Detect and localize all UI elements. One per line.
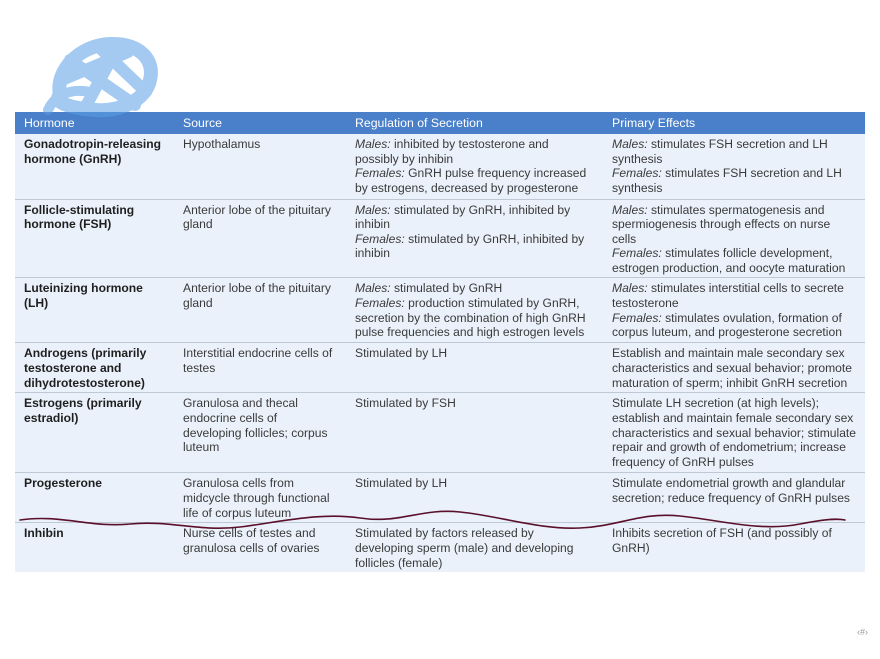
regulation-cell: Stimulated by factors released by developing sperm (male) and developing follicles (female) (346, 523, 603, 572)
header-regulation: Regulation of Secretion (346, 112, 603, 134)
effects-female: Females: stimulates follicle development, estrogen production, and oocyte maturation (612, 246, 846, 275)
hormone-cell: Inhibin (15, 523, 174, 572)
header-effects: Primary Effects (603, 112, 865, 134)
effects-cell: Stimulate LH secretion (at high levels); establish and maintain female secondary sex characteristics and sexual behavior; stimulate repair and growth of endometrium; increase frequency of GnRH pulses (603, 393, 865, 473)
effects-cell: Stimulate endometrial growth and glandular secretion; reduce frequency of GnRH pulses (603, 473, 865, 523)
source-cell: Granulosa cells from midcycle through functional life of corpus luteum (174, 473, 346, 523)
effects-male: Males: stimulates interstitial cells to secrete testosterone (612, 281, 844, 311)
header-source: Source (174, 112, 346, 134)
hormone-cell: Progesterone (15, 473, 174, 523)
regulation-female: Females: production stimulated by GnRH, secretion by the combination of high GnRH pulse frequencies and high estrogen levels (355, 296, 586, 340)
effects-cell (603, 278, 865, 343)
effects-cell: Inhibits secretion of FSH (and possibly of GnRH) (603, 523, 865, 572)
effects-cell: Establish and maintain male secondary sex characteristics and sexual behavior; promote maturation of sperm; inhibit GnRH secretion (603, 343, 865, 393)
table-row (15, 473, 865, 523)
regulation-cell (346, 199, 603, 278)
blue-highlighter-scribble (48, 44, 151, 110)
regulation-cell (346, 134, 603, 199)
source-cell: Anterior lobe of the pituitary gland (174, 278, 346, 343)
effects-male: Males: stimulates FSH secretion and LH synthesis (612, 137, 828, 166)
source-cell: Hypothalamus (174, 134, 346, 199)
effects-cell (603, 134, 865, 199)
source-cell: Granulosa and thecal endocrine cells of developing follicles; corpus luteum (174, 393, 346, 473)
source-cell: Anterior lobe of the pituitary gland (174, 199, 346, 278)
table-row (15, 278, 865, 343)
effects-female: Females: stimulates ovulation, formation of corpus luteum, and progesterone secretion (612, 310, 842, 340)
hormone-table (15, 112, 865, 572)
regulation-male: Males: stimulated by GnRH, inhibited by inhibin (355, 202, 571, 232)
regulation-female: Females: GnRH pulse frequency increased by estrogens, decreased by progesterone (355, 166, 587, 195)
regulation-female: Females: stimulated by GnRH, inhibited by inhibin (355, 231, 585, 261)
header-hormone: Hormone (15, 112, 174, 134)
table-row (15, 393, 865, 473)
effects-female: Females: stimulates FSH secretion and LH synthesis (612, 166, 842, 195)
effects-male: Males: stimulates spermatogenesis and spermiogenesis through effects on nurse cells (612, 202, 831, 246)
table-row (15, 523, 865, 572)
regulation-male: Males: stimulated by GnRH (355, 281, 503, 296)
table-row (15, 343, 865, 393)
regulation-male: Males: inhibited by testosterone and possibly by inhibin (355, 137, 549, 166)
table-row (15, 199, 865, 278)
hormone-cell: Gonadotropin-releasing hormone (GnRH) (15, 134, 174, 199)
regulation-cell: Stimulated by FSH (346, 393, 603, 473)
hormone-cell: Estrogens (primarily estradiol) (15, 393, 174, 473)
hormone-cell: Luteinizing hormone (LH) (15, 278, 174, 343)
hormone-cell: Follicle-stimulating hormone (FSH) (15, 199, 174, 278)
effects-cell (603, 199, 865, 278)
regulation-cell (346, 278, 603, 343)
hormone-cell: Androgens (primarily testosterone and dihydrotestosterone) (15, 343, 174, 393)
source-cell: Interstitial endocrine cells of testes (174, 343, 346, 393)
regulation-cell: Stimulated by LH (346, 473, 603, 523)
table-row (15, 134, 865, 199)
hormone-table-container (15, 112, 865, 572)
table-header-row (15, 112, 865, 134)
slide-number: ‹#› (857, 627, 868, 637)
source-cell: Nurse cells of testes and granulosa cells of ovaries (174, 523, 346, 572)
regulation-cell: Stimulated by LH (346, 343, 603, 393)
